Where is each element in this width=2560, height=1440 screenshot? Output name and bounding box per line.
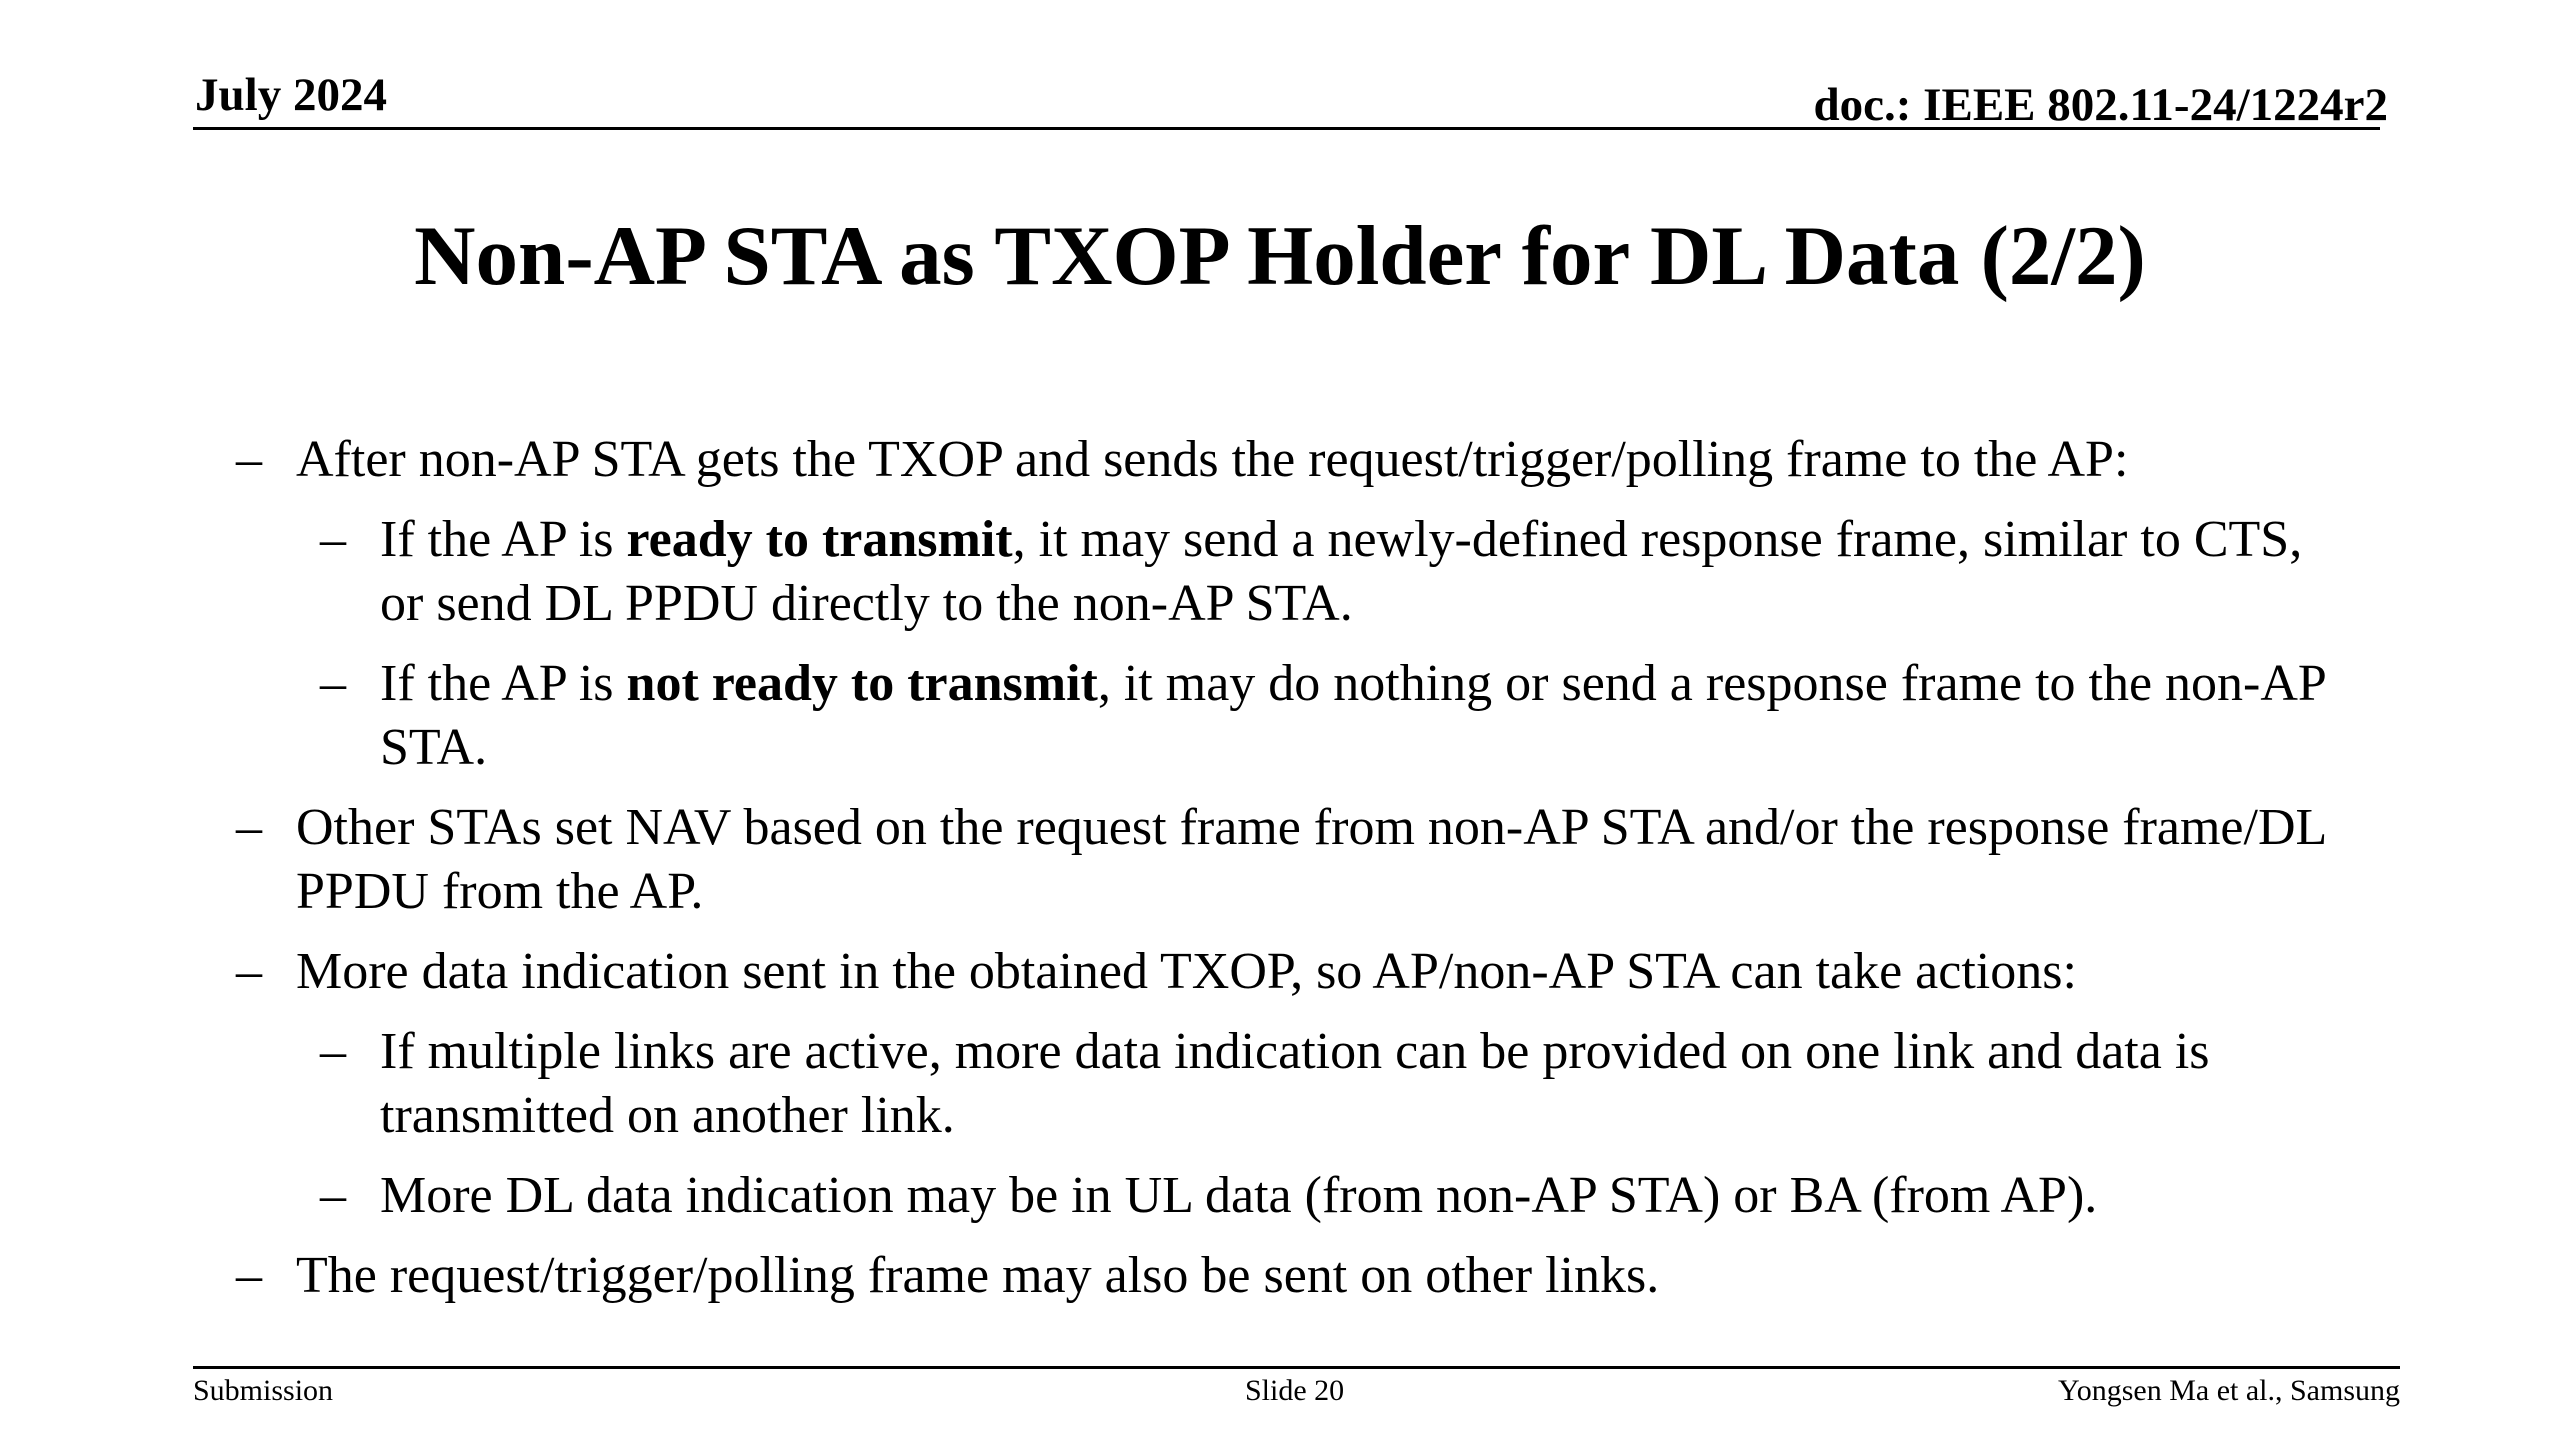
bullet-text: More DL data indication may be in UL data (from non-AP STA) or BA (from AP). xyxy=(380,1167,2098,1224)
bullet-dash: – xyxy=(236,799,262,856)
bullet-text: After non-AP STA gets the TXOP and sends the request/trigger/polling frame to the AP: xyxy=(296,431,2129,488)
bullet-dash: – xyxy=(320,1023,346,1080)
bullet-text: If multiple links are active, more data indication can be provided on one link and data is transmitted on another link. xyxy=(380,1023,2210,1144)
bullet-item xyxy=(236,1164,2356,1228)
header-divider xyxy=(193,127,2380,130)
slide-title: Non-AP STA as TXOP Holder for DL Data (2/2) xyxy=(414,209,2146,303)
bullet-text-post: , it may do nothing or send a response frame to the non-AP STA. xyxy=(380,655,2325,776)
bullet-dash: – xyxy=(320,511,346,568)
footer-author: Yongsen Ma et al., Samsung xyxy=(2058,1374,2400,1407)
bullet-text-post: , it may send a newly-defined response frame, similar to CTS, or send DL PPDU directly to the non-AP STA. xyxy=(380,511,2303,632)
footer-submission: Submission xyxy=(193,1374,334,1407)
bullet-item xyxy=(236,940,2356,1004)
bullet-dash: – xyxy=(236,943,262,1000)
bullet-item xyxy=(236,796,2356,924)
bullet-text-pre: If the AP is xyxy=(380,511,627,568)
bullet-dash: – xyxy=(236,431,262,488)
bullet-dash: – xyxy=(320,655,346,712)
bullet-item xyxy=(236,1020,2356,1148)
bullet-text-pre: If the AP is xyxy=(380,655,627,712)
bullet-item xyxy=(236,652,2356,780)
bullet-text: More data indication sent in the obtained TXOP, so AP/non-AP STA can take actions: xyxy=(296,943,2077,1000)
footer-slide-number: Slide 20 xyxy=(1245,1374,1345,1407)
bullet-dash: – xyxy=(236,1247,262,1304)
bullet-text-bold: not ready to transmit xyxy=(626,655,1098,712)
bullet-text: Other STAs set NAV based on the request frame from non-AP STA and/or the response frame/DL PPDU from the AP. xyxy=(296,799,2326,920)
header-doc-number: doc.: IEEE 802.11-24/1224r2 xyxy=(1813,79,2388,131)
bullet-item xyxy=(236,508,2356,636)
bullet-item xyxy=(236,1244,2356,1308)
bullet-list xyxy=(236,428,2356,1324)
header-date: July 2024 xyxy=(195,69,387,121)
bullet-text: The request/trigger/polling frame may also be sent on other links. xyxy=(296,1247,1660,1304)
footer-divider xyxy=(193,1366,2400,1369)
bullet-dash: – xyxy=(320,1167,346,1224)
bullet-item xyxy=(236,428,2356,492)
bullet-text-bold: ready to transmit xyxy=(626,511,1013,568)
